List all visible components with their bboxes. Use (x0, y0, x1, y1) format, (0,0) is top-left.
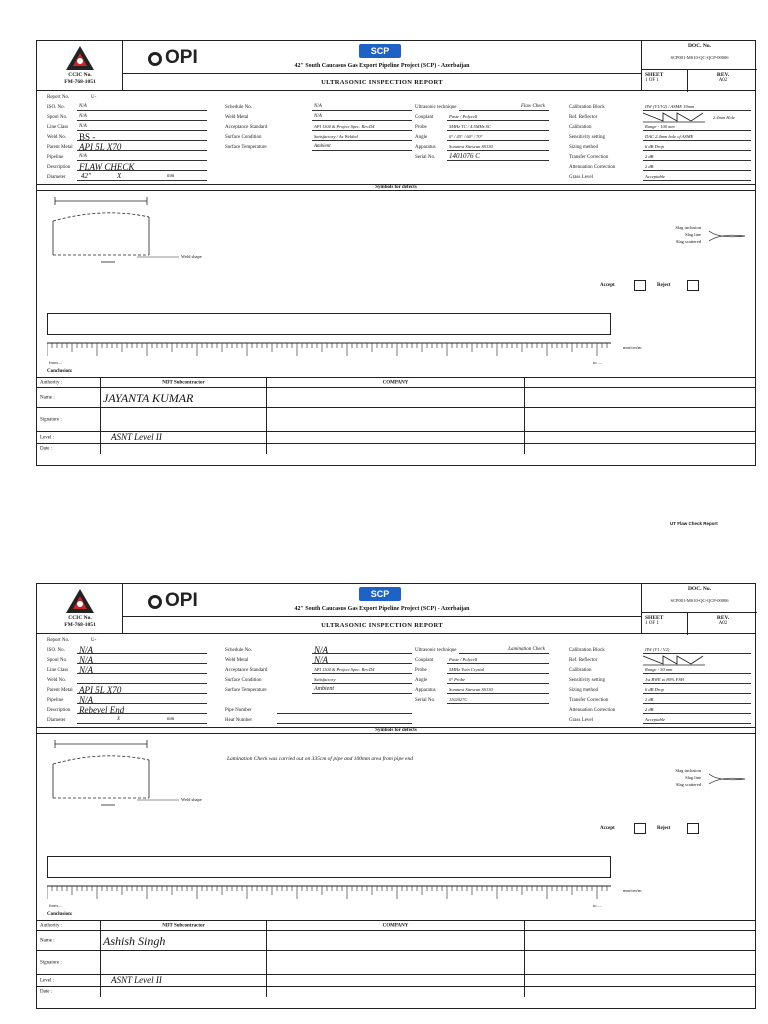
inspector-level: ASNT Level II (111, 432, 162, 442)
to-label: to..... (593, 360, 603, 365)
reject-label: Reject (657, 826, 671, 831)
ref-reflector-sketch-icon (643, 654, 713, 666)
couplant-value: Paste / Polycell (447, 113, 549, 121)
level-label: Level : (40, 978, 55, 983)
ndt-sub-label: NDT Subcontractor (162, 923, 205, 928)
accept-checkbox[interactable] (634, 823, 646, 834)
accept-label: Accept (600, 826, 615, 831)
ut-technique-value: Flaw Check (459, 103, 549, 111)
defect-map-box (47, 856, 611, 878)
iso-no-label: ISO. No. (47, 648, 65, 653)
heat-number-value (277, 716, 412, 724)
sheet-label: SHEET (645, 72, 664, 78)
weld-no-value (77, 676, 207, 684)
heat-number-label: Heat Number (225, 718, 253, 723)
fm-number: FM-768-1051 (64, 79, 96, 85)
acceptance-standard-label: Acceptance Standard (225, 668, 268, 673)
grass-level-label: Grass Level (569, 175, 594, 180)
weld-shape-sketch-icon (43, 738, 203, 808)
slag-symbol-icon (707, 229, 747, 243)
ut-technique-label: Ultrasonic technique (415, 105, 457, 110)
rev-value: A02 (718, 621, 728, 626)
parent-metal-value: API 5L X70 (77, 143, 207, 151)
description-label: Description (47, 708, 71, 713)
signature-label: Signature : (40, 417, 62, 422)
transfer-correction-value: 2 dB (643, 153, 751, 161)
ccic-logo-box (37, 584, 123, 634)
sheet-value: 1 OF 1 (645, 621, 659, 626)
name-label: Name : (40, 395, 55, 400)
sensitivity-label: Sensitivity setting (569, 135, 605, 140)
weld-no-value: BS - (77, 133, 207, 141)
defect-map-box (47, 313, 611, 335)
company-label: COMPANY (382, 380, 409, 385)
serial-no-value: 1102027C (447, 696, 549, 704)
calibration-block-value: IIW (V1 / V2) (643, 646, 751, 654)
ndt-sub-label: NDT Subcontractor (162, 380, 205, 385)
transfer-correction-label: Transfer Correction (569, 155, 609, 160)
report-title: ULTRASONIC INSPECTION REPORT (123, 616, 641, 634)
from-label: from.... (49, 360, 63, 365)
doc-info (641, 584, 757, 634)
diameter-unit: mm (167, 174, 175, 179)
probe-value: 5MHz Twin Crystal (447, 666, 549, 674)
couplant-label: Couplant (415, 115, 434, 120)
inspector-date-field[interactable] (101, 444, 267, 454)
slag-inclusion-label: Slag inclusion (675, 768, 701, 773)
project-name: 42" South Caucasus Gas Export Pipeline Project (SCP) - Azerbaijan (294, 606, 470, 612)
surface-temperature-value: Ambient (312, 143, 412, 151)
slag-line-label: Slag line (685, 232, 701, 237)
level-label: Level : (40, 435, 55, 440)
weld-shape-sketch-icon (43, 195, 203, 265)
lamination-note: Lamination Check was carried out on 335cm of pipe and 100mm area from pipe end (227, 756, 413, 762)
calibration-value: Range - 50 mm (643, 666, 751, 674)
ccic-label: CCIC No. (68, 72, 92, 78)
weld-no-label: Weld No. (47, 135, 67, 140)
apparatus-value: Sonatest Sitescan SS130 (447, 143, 549, 151)
apparatus-value: Sonatest Sitescan SS130 (447, 686, 549, 694)
iso-no-value: N/A (77, 103, 207, 111)
grass-level-value: Acceptable (643, 173, 751, 181)
ccic-logo-icon (65, 588, 95, 614)
weld-metal-value: N/A (312, 113, 412, 121)
calibration-block-label: Calibration Block (569, 648, 605, 653)
calibration-label: Calibration (569, 125, 592, 130)
slag-line-label: Slag line (685, 775, 701, 780)
pipeline-value: N/A (77, 696, 207, 704)
rev-label: REV. (716, 72, 730, 78)
angle-label: Angle (415, 678, 428, 683)
company-label: COMPANY (382, 923, 409, 928)
spool-no-value: N/A (77, 656, 207, 664)
slag-symbol-icon (707, 772, 747, 786)
parent-metal-label: Parent Metal (47, 145, 73, 150)
date-label: Date : (40, 989, 53, 995)
sensitivity-label: Sensitivity setting (569, 678, 605, 683)
calibration-block-label: Calibration Block (569, 105, 605, 110)
acceptance-standard-value: API 1104 & Project Spec. Rev.D4 (312, 666, 412, 674)
authority-label: Authority : (40, 923, 63, 928)
schedule-no-value: N/A (312, 646, 412, 654)
probe-label: Probe (415, 125, 427, 130)
description-label: Description (47, 165, 71, 170)
to-label: to..... (593, 903, 603, 908)
attenuation-label: Attenuation Correction (569, 165, 616, 170)
inspector-level: ASNT Level II (111, 975, 162, 985)
probe-value: 5MHz TC / 4.5MHz SC (447, 123, 549, 131)
opi-logo: OPI (165, 47, 198, 68)
weld-no-label: Weld No. (47, 678, 67, 683)
line-class-value: N/A (77, 123, 207, 131)
company-signature-field[interactable] (267, 951, 525, 974)
apparatus-label: Apparatus (415, 145, 436, 150)
line-class-value: N/A (77, 666, 207, 674)
doc-number: SCP001-MS10-QC-QCP-00006 (670, 598, 729, 603)
unit-label: mm/cm/m (623, 345, 642, 350)
parent-metal-value: API 5L X70 (77, 686, 207, 694)
company-signature-field[interactable] (267, 408, 525, 431)
ref-reflector-label: Ref. Reflector (569, 658, 598, 663)
conclusion-label: Conclusion: (47, 912, 73, 917)
diameter-label: Diameter (47, 175, 66, 180)
iso-no-label: ISO. No. (47, 105, 65, 110)
surface-temperature-label: Surface Temperature (225, 688, 267, 693)
surface-condition-label: Surface Condition (225, 135, 262, 140)
attenuation-value: 2 dB (643, 706, 751, 714)
ccic-logo-box (37, 41, 123, 91)
inspector-signature-field[interactable] (101, 408, 267, 431)
inspector-name: Ashish Singh (103, 934, 166, 948)
diameter-x: X (117, 172, 122, 180)
doc-label: DOC. No. (687, 43, 712, 49)
angle-value: 0° / 45° / 60° / 70° (447, 133, 549, 141)
ut-technique-label: Ultrasonic technique (415, 648, 457, 653)
weld-shape-label: Weld shape (181, 797, 202, 802)
calibration-value: Range - 100 mm (643, 123, 751, 131)
name-label: Name : (40, 938, 55, 943)
surface-condition-value: Satisfactory / As Welded (312, 133, 412, 141)
date-label: Date : (40, 446, 53, 452)
doc-label: DOC. No. (687, 586, 712, 592)
weld-metal-label: Weld Metal (225, 658, 249, 663)
diameter-label: Diameter (47, 718, 66, 723)
report-title: ULTRASONIC INSPECTION REPORT (123, 73, 641, 91)
acceptance-standard-label: Acceptance Standard (225, 125, 268, 130)
scp-logo: SCP (359, 587, 401, 601)
surface-temperature-label: Surface Temperature (225, 145, 267, 150)
sizing-method-label: Sizing method (569, 688, 599, 693)
weld-metal-value: N/A (312, 656, 412, 664)
slag-scattered-label: Slag scattered (675, 239, 701, 244)
reject-checkbox[interactable] (687, 280, 699, 291)
attenuation-value: 2 dB (643, 163, 751, 171)
slag-inclusion-label: Slag inclusion (675, 225, 701, 230)
couplant-value: Paste / Polycell (447, 656, 549, 664)
diameter-value: 42" (81, 172, 91, 180)
report-header (37, 41, 755, 91)
acceptance-standard-value: API 1104 & Project Spec. Rev.D4 (312, 123, 412, 131)
surface-temperature-value: Ambient (312, 686, 412, 694)
sheet-label: SHEET (645, 615, 664, 621)
authority-label: Authority : (40, 380, 63, 385)
description-value: FLAW CHECK (77, 163, 207, 171)
diameter-row (77, 173, 207, 181)
diameter-unit: mm (167, 717, 175, 722)
inspector-signature-field[interactable] (101, 951, 267, 974)
couplant-label: Couplant (415, 658, 434, 663)
grass-level-value: Acceptable (643, 716, 751, 724)
description-value: Rebevel End (77, 706, 207, 714)
doc-info (641, 41, 757, 91)
diameter-row (77, 716, 207, 724)
pipeline-label: Pipeline (47, 155, 64, 160)
report-no-label: Report No. (47, 638, 70, 643)
angle-label: Angle (415, 135, 428, 140)
ref-reflector-value: 2.4mm Hole (713, 115, 735, 120)
unit-label: mm/cm/m (623, 888, 642, 893)
ref-reflector-label: Ref. Reflector (569, 115, 598, 120)
report-prefix: U- (91, 638, 97, 643)
reject-label: Reject (657, 283, 671, 288)
ref-reflector-sketch-icon (643, 111, 713, 123)
inspector-date-field[interactable] (101, 987, 267, 997)
company-date-field[interactable] (267, 444, 525, 454)
diameter-x: X (117, 717, 121, 722)
spool-no-label: Spool No. (47, 115, 68, 120)
footer-mark: UT Flaw Check Report (670, 521, 718, 526)
sizing-method-value: 6 dB Drop (643, 686, 751, 694)
pipeline-value: N/A (77, 153, 207, 161)
pipeline-label: Pipeline (47, 698, 64, 703)
sensitivity-value: 1st BWE to 80% FSH (643, 676, 751, 684)
ut-report-flaw-check (36, 40, 756, 466)
iso-no-value: N/A (77, 646, 207, 654)
mm-ruler (47, 342, 611, 358)
weld-metal-label: Weld Metal (225, 115, 249, 120)
project-name: 42" South Caucasus Gas Export Pipeline Project (SCP) - Azerbaijan (294, 63, 470, 69)
rev-value: A02 (718, 78, 728, 83)
attenuation-label: Attenuation Correction (569, 708, 616, 713)
mm-ruler (47, 885, 611, 901)
signature-label: Signature : (40, 960, 62, 965)
company-date-field[interactable] (267, 987, 525, 997)
sizing-method-value: 6 dB Drop (643, 143, 751, 151)
signature-table (37, 920, 755, 995)
line-class-label: Line Class (47, 668, 69, 673)
calibration-block-value: IIW (V1/V2) / ASME 19mm (643, 103, 751, 111)
from-label: from.... (49, 903, 63, 908)
probe-label: Probe (415, 668, 427, 673)
serial-no-label: Serial No. (415, 698, 436, 703)
grass-level-label: Grass Level (569, 718, 594, 723)
scp-logo: SCP (359, 44, 401, 58)
signature-table (37, 377, 755, 452)
symbols-bar: Symbols for defects (37, 184, 755, 191)
pipe-number-label: Pipe Number (225, 708, 252, 713)
serial-no-value: 1401076 C (447, 153, 549, 161)
opi-logo: OPI (165, 590, 198, 611)
accept-label: Accept (600, 283, 615, 288)
report-no-label: Report No. (47, 95, 70, 100)
spool-no-label: Spool No. (47, 658, 68, 663)
ut-report-lamination-check (36, 583, 756, 1009)
ut-technique-value: Lamination Check (459, 646, 549, 654)
reject-checkbox[interactable] (687, 823, 699, 834)
ccic-label: CCIC No. (68, 615, 92, 621)
apparatus-label: Apparatus (415, 688, 436, 693)
sensitivity-value: DAC 2.4mm hole of ASME (643, 133, 751, 141)
weld-shape-label: Weld shape (181, 254, 202, 259)
report-prefix: U- (91, 95, 97, 100)
symbols-bar: Symbols for defects (37, 727, 755, 734)
fm-number: FM-768-1051 (64, 622, 96, 628)
angle-value: 0° Probe (447, 676, 549, 684)
transfer-correction-label: Transfer Correction (569, 698, 609, 703)
sizing-method-label: Sizing method (569, 145, 599, 150)
schedule-no-label: Schedule No. (225, 648, 252, 653)
conclusion-label: Conclusion: (47, 369, 73, 374)
serial-no-label: Serial No. (415, 155, 436, 160)
pipe-number-value (277, 706, 412, 714)
slag-scattered-label: Slag scattered (675, 782, 701, 787)
parent-metal-label: Parent Metal (47, 688, 73, 693)
schedule-no-label: Schedule No. (225, 105, 252, 110)
ccic-logo-icon (65, 45, 95, 71)
surface-condition-value: Satisfactory (312, 676, 412, 684)
schedule-no-value: N/A (312, 103, 412, 111)
line-class-label: Line Class (47, 125, 69, 130)
inspector-name: JAYANTA KUMAR (103, 391, 194, 405)
doc-number: SCP001-MS10-QC-QCP-00006 (670, 55, 729, 60)
report-header (37, 584, 755, 634)
rev-label: REV. (716, 615, 730, 621)
spool-no-value: N/A (77, 113, 207, 121)
surface-condition-label: Surface Condition (225, 678, 262, 683)
transfer-correction-value: 2 dB (643, 696, 751, 704)
sheet-value: 1 OF 1 (645, 78, 659, 83)
calibration-label: Calibration (569, 668, 592, 673)
accept-checkbox[interactable] (634, 280, 646, 291)
